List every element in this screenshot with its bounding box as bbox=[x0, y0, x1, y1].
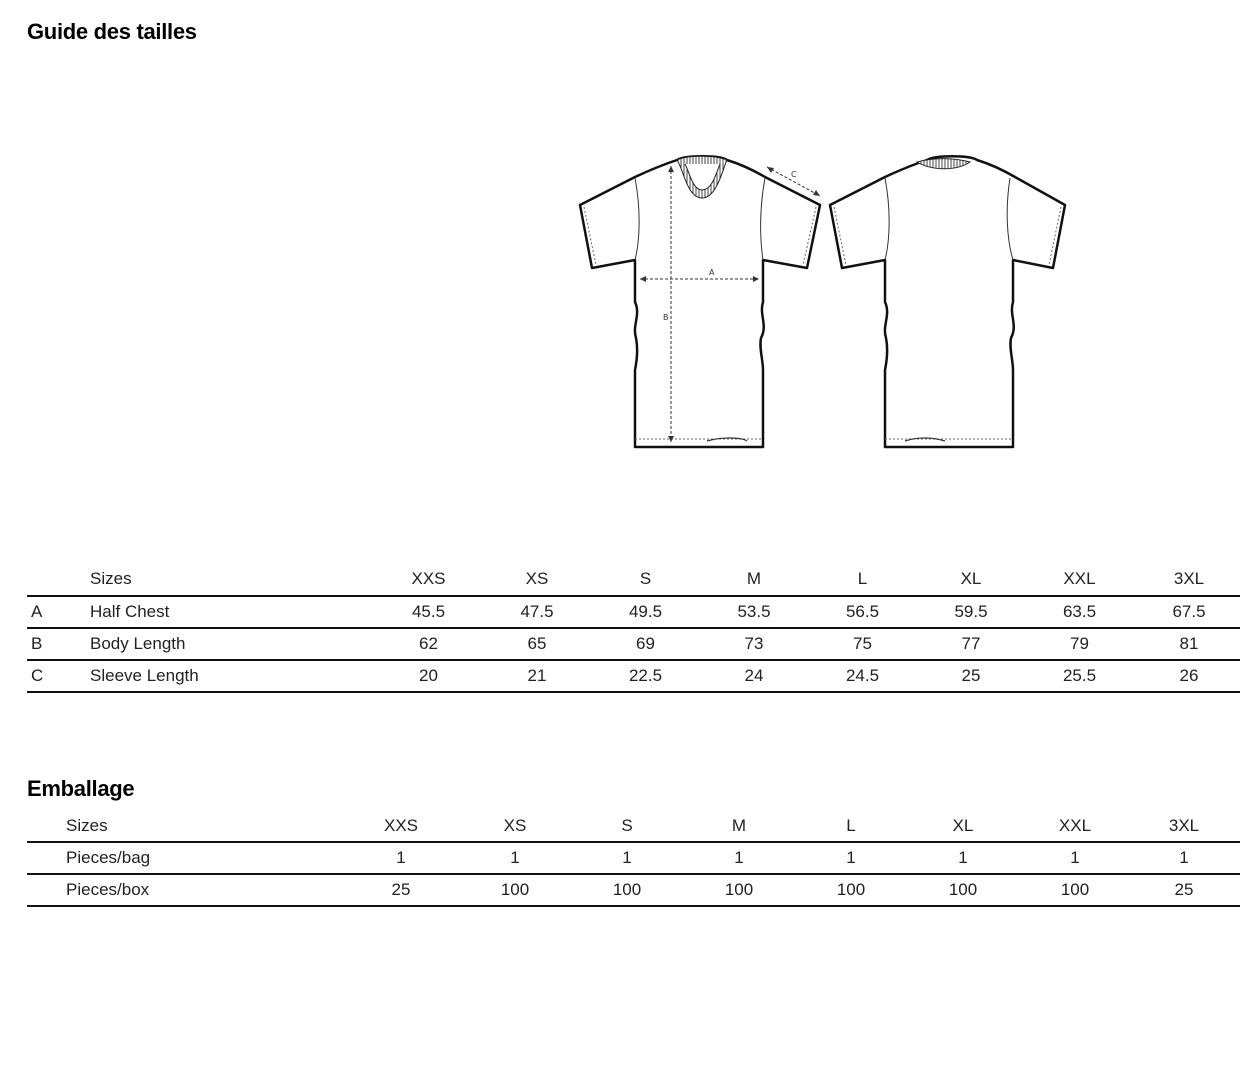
size-table bbox=[27, 563, 1240, 693]
table-cell: 25.5 bbox=[1021, 660, 1138, 692]
t-shirt-back-icon bbox=[830, 156, 1065, 447]
table-row bbox=[27, 842, 1240, 874]
table-cell: 100 bbox=[680, 874, 798, 906]
table-cell: 1 bbox=[1128, 842, 1240, 874]
table-cell: 100 bbox=[1022, 874, 1128, 906]
table-cell: 62 bbox=[370, 628, 487, 660]
sizes-label: Sizes bbox=[90, 563, 370, 596]
size-header: S bbox=[574, 811, 680, 842]
table-cell: 24 bbox=[704, 660, 804, 692]
size-header: XXL bbox=[1022, 811, 1128, 842]
table-cell: 69 bbox=[587, 628, 704, 660]
sizes-label: Sizes bbox=[66, 811, 346, 842]
table-cell: 24.5 bbox=[804, 660, 921, 692]
table-cell: 100 bbox=[904, 874, 1022, 906]
size-header: XXS bbox=[370, 563, 487, 596]
measurement-code: A bbox=[27, 596, 90, 628]
measurement-name: Half Chest bbox=[90, 596, 370, 628]
packaging-label: Pieces/box bbox=[66, 874, 346, 906]
size-header: M bbox=[680, 811, 798, 842]
page-title: Guide des tailles bbox=[27, 19, 197, 44]
size-header: XXL bbox=[1021, 563, 1138, 596]
t-shirt-front-icon bbox=[580, 156, 820, 447]
table-cell: 1 bbox=[904, 842, 1022, 874]
size-header: XS bbox=[487, 563, 587, 596]
table-cell: 22.5 bbox=[587, 660, 704, 692]
table-cell: 79 bbox=[1021, 628, 1138, 660]
svg-text:B: B bbox=[663, 313, 669, 322]
table-row bbox=[27, 874, 1240, 906]
table-cell: 1 bbox=[680, 842, 798, 874]
table-cell: 65 bbox=[487, 628, 587, 660]
svg-text:A: A bbox=[709, 268, 715, 277]
size-header: XXS bbox=[346, 811, 456, 842]
table-cell: 56.5 bbox=[804, 596, 921, 628]
table-cell: 20 bbox=[370, 660, 487, 692]
table-cell: 59.5 bbox=[921, 596, 1021, 628]
t-shirt-diagram bbox=[575, 150, 1075, 460]
size-table-header bbox=[27, 563, 1240, 596]
table-cell: 25 bbox=[921, 660, 1021, 692]
table-cell: 1 bbox=[346, 842, 456, 874]
svg-text:C: C bbox=[791, 170, 797, 179]
table-cell: 1 bbox=[574, 842, 680, 874]
table-cell: 25 bbox=[346, 874, 456, 906]
table-cell: 53.5 bbox=[704, 596, 804, 628]
measurement-code: B bbox=[27, 628, 90, 660]
size-header: 3XL bbox=[1138, 563, 1240, 596]
table-cell: 1 bbox=[456, 842, 574, 874]
table-cell: 1 bbox=[798, 842, 904, 874]
size-header: 3XL bbox=[1128, 811, 1240, 842]
table-cell: 75 bbox=[804, 628, 921, 660]
table-cell: 26 bbox=[1138, 660, 1240, 692]
packaging-label: Pieces/bag bbox=[66, 842, 346, 874]
size-header: XL bbox=[921, 563, 1021, 596]
table-cell: 63.5 bbox=[1021, 596, 1138, 628]
size-header: L bbox=[798, 811, 904, 842]
size-header: S bbox=[587, 563, 704, 596]
table-cell: 25 bbox=[1128, 874, 1240, 906]
packaging-title: Emballage bbox=[27, 776, 135, 801]
table-cell: 73 bbox=[704, 628, 804, 660]
table-row bbox=[27, 628, 1240, 660]
packaging-table bbox=[27, 811, 1240, 907]
table-cell: 47.5 bbox=[487, 596, 587, 628]
measurement-name: Body Length bbox=[90, 628, 370, 660]
table-cell: 77 bbox=[921, 628, 1021, 660]
size-header: L bbox=[804, 563, 921, 596]
table-cell: 100 bbox=[798, 874, 904, 906]
size-header: XL bbox=[904, 811, 1022, 842]
table-cell: 100 bbox=[456, 874, 574, 906]
table-cell: 1 bbox=[1022, 842, 1128, 874]
table-cell: 100 bbox=[574, 874, 680, 906]
table-row bbox=[27, 660, 1240, 692]
size-header: XS bbox=[456, 811, 574, 842]
table-cell: 49.5 bbox=[587, 596, 704, 628]
table-cell: 81 bbox=[1138, 628, 1240, 660]
table-cell: 45.5 bbox=[370, 596, 487, 628]
table-cell: 67.5 bbox=[1138, 596, 1240, 628]
measurement-code: C bbox=[27, 660, 90, 692]
packaging-table-header bbox=[27, 811, 1240, 842]
table-cell: 21 bbox=[487, 660, 587, 692]
size-header: M bbox=[704, 563, 804, 596]
measurement-name: Sleeve Length bbox=[90, 660, 370, 692]
table-row bbox=[27, 596, 1240, 628]
